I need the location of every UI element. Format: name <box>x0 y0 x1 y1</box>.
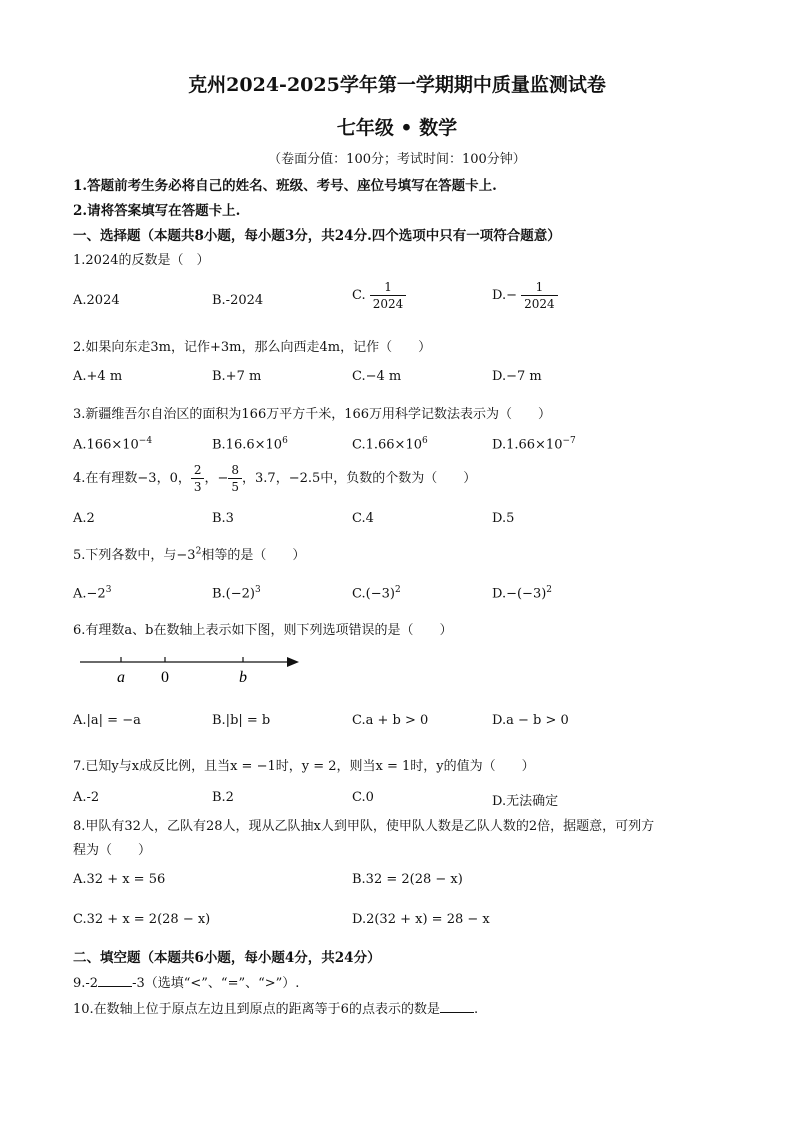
q4-fraction-1 <box>191 463 205 494</box>
q4-stem-mid: ，− <box>204 471 229 486</box>
q1-d-den: 2024 <box>521 295 558 311</box>
q10-blank <box>440 1002 474 1013</box>
q5-a-exp: 3 <box>105 585 112 595</box>
q5-c-exp: 2 <box>394 585 401 595</box>
q4-stem <box>73 463 476 494</box>
instruction-2: 2.请将答案填写在答题卡上. <box>73 203 241 219</box>
section2-heading: 二、填空题（本题共6小题，每小题4分，共24分） <box>73 950 381 966</box>
q4-option-c: C.4 <box>352 511 374 526</box>
q9-start: 9.-2 <box>73 976 99 991</box>
q5-c-base: C.(−3) <box>352 586 395 602</box>
q4-stem-start: 4.在有理数−3，0， <box>73 471 191 486</box>
q5-stem-end: 相等的是（ ） <box>201 548 306 563</box>
q8-option-b: B.32 = 2(28 − x) <box>352 872 463 887</box>
q9-stem <box>73 972 299 991</box>
q4-f2-num: 8 <box>231 463 240 477</box>
q1-d-num: 1 <box>535 280 544 294</box>
q8-stem-line2: 程为（ ） <box>73 843 152 858</box>
q8-option-c: C.32 + x = 2(28 − x) <box>73 912 211 927</box>
q7-option-c: C.0 <box>352 790 374 805</box>
q5-option-c <box>352 585 401 601</box>
q3-b-exp: 6 <box>282 436 288 446</box>
q3-option-a <box>73 436 152 452</box>
q1-d-fraction <box>521 280 558 311</box>
q5-d-exp: 2 <box>546 585 553 595</box>
q3-d-exp: −7 <box>562 436 576 446</box>
q4-stem-end: ，3.7，−2.5中，负数的个数为（ ） <box>242 471 477 486</box>
q7-option-a: A.-2 <box>73 790 100 805</box>
q8-option-d: D.2(32 + x) = 28 − x <box>352 912 490 927</box>
q5-d-base: D.−(−3) <box>492 586 547 602</box>
q1-option-d <box>492 280 558 311</box>
number-line-figure <box>75 650 305 690</box>
q10-end: . <box>473 1002 479 1017</box>
q9-end: -3（选填“<”、“=”、“>”）. <box>132 976 300 991</box>
exam-note: （卷面分值：100分；考试时间：100分钟） <box>268 152 526 167</box>
label-a: a <box>117 669 125 686</box>
q3-a-exp: −4 <box>138 436 153 446</box>
q2-option-d: D.−7 m <box>492 369 542 384</box>
q5-b-exp: 3 <box>255 585 261 595</box>
q6-stem: 6.有理数a、b在数轴上表示如下图，则下列选项错误的是（ ） <box>73 623 453 638</box>
q9-blank <box>98 976 132 987</box>
q5-option-b <box>212 585 261 601</box>
q5-option-d <box>492 585 552 601</box>
q1-option-a: A.2024 <box>73 293 120 308</box>
q1-stem: 1.2024的反数是（ ） <box>73 253 210 268</box>
q3-c-exp: 6 <box>422 436 428 446</box>
q4-option-d: D.5 <box>492 511 515 526</box>
q7-option-d: D.无法确定 <box>492 794 559 809</box>
q10-start: 10.在数轴上位于原点左边且到原点的距离等于6的点表示的数是 <box>73 1002 440 1017</box>
q4-f2-den: 5 <box>228 478 242 494</box>
q6-option-a: A.|a| = −a <box>73 713 141 728</box>
q1-c-den: 2024 <box>370 295 407 311</box>
q5-stem-exp: 2 <box>195 546 202 557</box>
q3-option-d <box>492 436 576 452</box>
q1-option-b: B.-2024 <box>212 293 264 308</box>
q7-stem: 7.已知y与x成反比例，且当x = −1时，y = 2，则当x = 1时，y的值为（ ） <box>73 759 535 774</box>
exam-title: 克州2024-2025学年第一学期期中质量监测试卷 <box>188 74 606 96</box>
q4-option-a: A.2 <box>73 511 95 526</box>
q3-d-base: D.1.66×10 <box>492 437 563 453</box>
q6-option-b: B.|b| = b <box>212 713 271 728</box>
q3-option-c <box>352 436 428 452</box>
q8-option-a: A.32 + x = 56 <box>73 872 166 887</box>
q1-c-prefix: C. <box>352 288 366 303</box>
q6-option-c: C.a + b > 0 <box>352 713 429 728</box>
label-0: 0 <box>161 669 169 686</box>
q2-stem: 2.如果向东走3m，记作+3m，那么向西走4m，记作（ ） <box>73 340 432 355</box>
section1-heading: 一、选择题（本题共8小题，每小题3分，共24分.四个选项中只有一项符合题意） <box>73 228 561 244</box>
q1-d-prefix: D.− <box>492 288 517 303</box>
q3-b-base: B.16.6×10 <box>212 437 283 453</box>
q1-c-num: 1 <box>384 280 392 294</box>
q3-option-b <box>212 436 288 452</box>
q5-stem-start: 5.下列各数中，与−3 <box>73 548 196 563</box>
q2-option-a: A.+4 m <box>73 369 123 384</box>
q2-option-b: B.+7 m <box>212 369 262 384</box>
q1-option-c <box>352 280 406 311</box>
q3-a-base: A.166×10 <box>73 437 139 453</box>
q8-stem-line1: 8.甲队有32人，乙队有28人，现从乙队抽x人到甲队，使甲队人数是乙队人数的2倍，据题意，可列方 <box>73 819 655 834</box>
q7-option-b: B.2 <box>212 790 234 805</box>
q10-stem <box>73 998 478 1017</box>
q5-option-a <box>73 585 111 601</box>
q4-f1-den: 3 <box>191 478 205 494</box>
q4-fraction-2 <box>228 463 242 494</box>
q1-c-fraction <box>370 280 407 311</box>
instruction-1: 1.答题前考生务必将自己的姓名、班级、考号、座位号填写在答题卡上. <box>73 178 497 194</box>
q5-b-base: B.(−2) <box>212 586 255 602</box>
q5-a-base: A.−2 <box>73 586 106 602</box>
q2-option-c: C.−4 m <box>352 369 402 384</box>
q5-stem <box>73 544 305 563</box>
exam-subtitle: 七年级 • 数学 <box>336 117 458 139</box>
q3-stem: 3.新疆维吾尔自治区的面积为166万平方千米，166万用科学记数法表示为（ ） <box>73 407 552 422</box>
label-b: b <box>239 669 247 686</box>
q3-c-base: C.1.66×10 <box>352 437 422 453</box>
q4-f1-num: 2 <box>193 463 202 477</box>
number-line-arrow <box>287 657 299 667</box>
q6-option-d: D.a − b > 0 <box>492 713 569 728</box>
q4-option-b: B.3 <box>212 511 234 526</box>
